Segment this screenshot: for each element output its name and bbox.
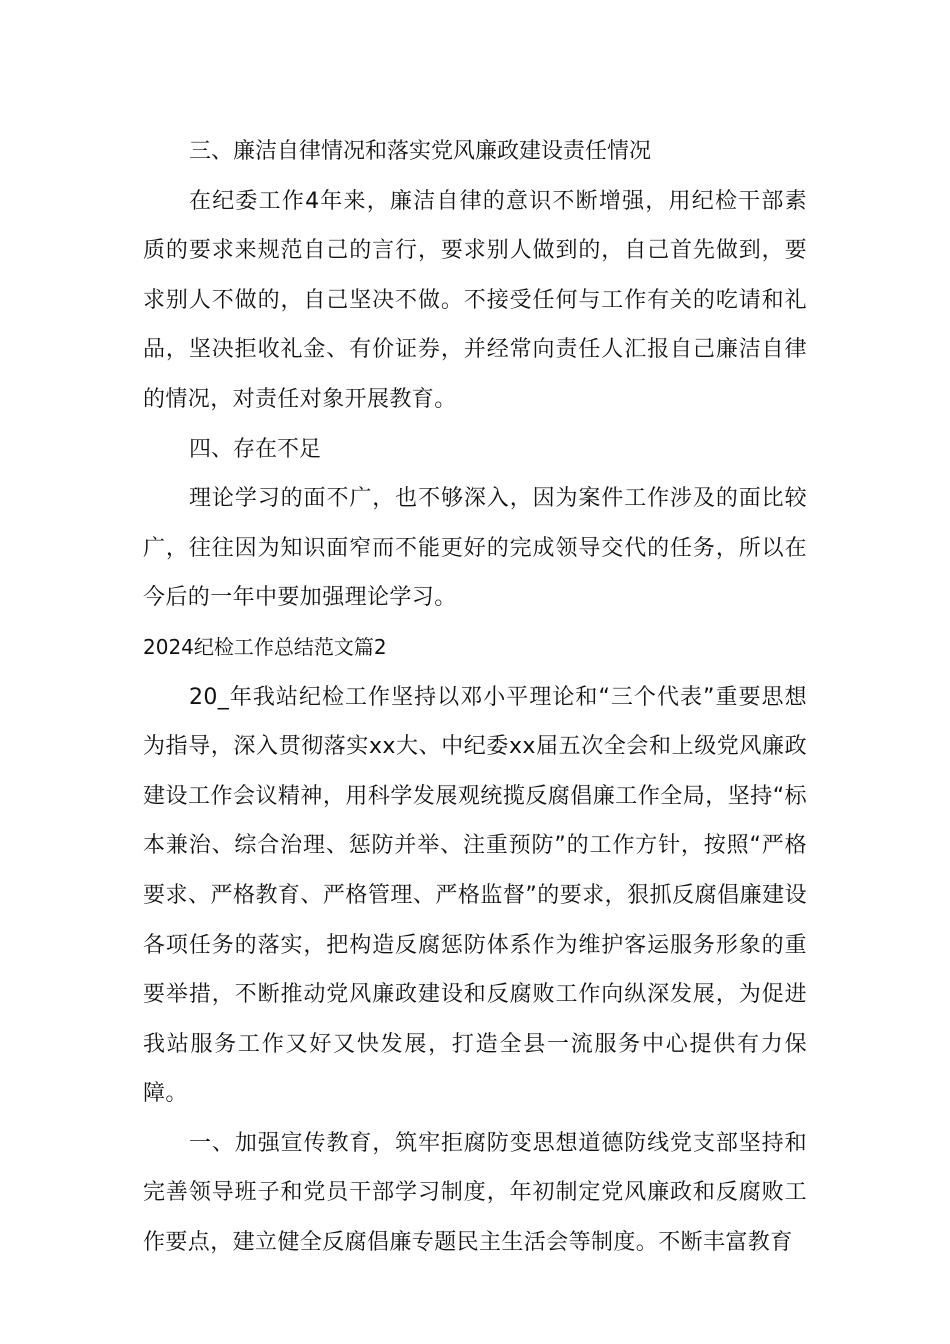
section-3-paragraph: 在纪委工作4年来，廉洁自律的意识不断增强，用纪检干部素质的要求来规范自己的言行，要求别人做到的，自己首先做到，要求别人不做的，自己坚决不做。不接受任何与工作有关的吃请和礼品，坚决拒收礼金、有价证券，并经常向责任人汇报自己廉洁自律的情况，对责任对象开展教育。 <box>143 188 807 412</box>
section-4-paragraph: 理论学习的面不广，也不够深入，因为案件工作涉及的面比较广，往往因为知识面窄而不能更好的完成领导交代的任务，所以在今后的一年中要加强理论学习。 <box>143 486 807 611</box>
article-2-title: 2024纪检工作总结范文篇2 <box>143 634 387 659</box>
article-2-intro-paragraph: 20_年我站纪检工作坚持以邓小平理论和“三个代表”重要思想为指导，深入贯彻落实xx大、中纪委xx届五次全会和上级党风廉政建设工作会议精神，用科学发展观统揽反腐倡廉工作全局，坚持“标本兼治、综合治理、惩防并举、注重预防”的工作方针，按照“严格要求、严格教育、严格管理、严格监督”的要求，狠抓反腐倡廉建设各项任务的落实，把构造反腐惩防体系作为维护客运服务形象的重要举措，不断推动党风廉政建设和反腐败工作向纵深发展，为促进我站服务工作又好又快发展，打造全县一流服务中心提供有力保障。 <box>143 684 807 1107</box>
article-2-section-1-paragraph: 一、加强宣传教育，筑牢拒腐防变思想道德防线党支部坚持和完善领导班子和党员干部学习制度，年初制定党风廉政和反腐败工作要点，建立健全反腐倡廉专题民主生活会等制度。不断丰富教育 <box>143 1130 807 1256</box>
section-heading-3: 三、廉洁自律情况和落实党风廉政建设责任情况 <box>189 139 652 164</box>
section-heading-4: 四、存在不足 <box>189 436 322 462</box>
document-body <box>143 127 807 1268</box>
